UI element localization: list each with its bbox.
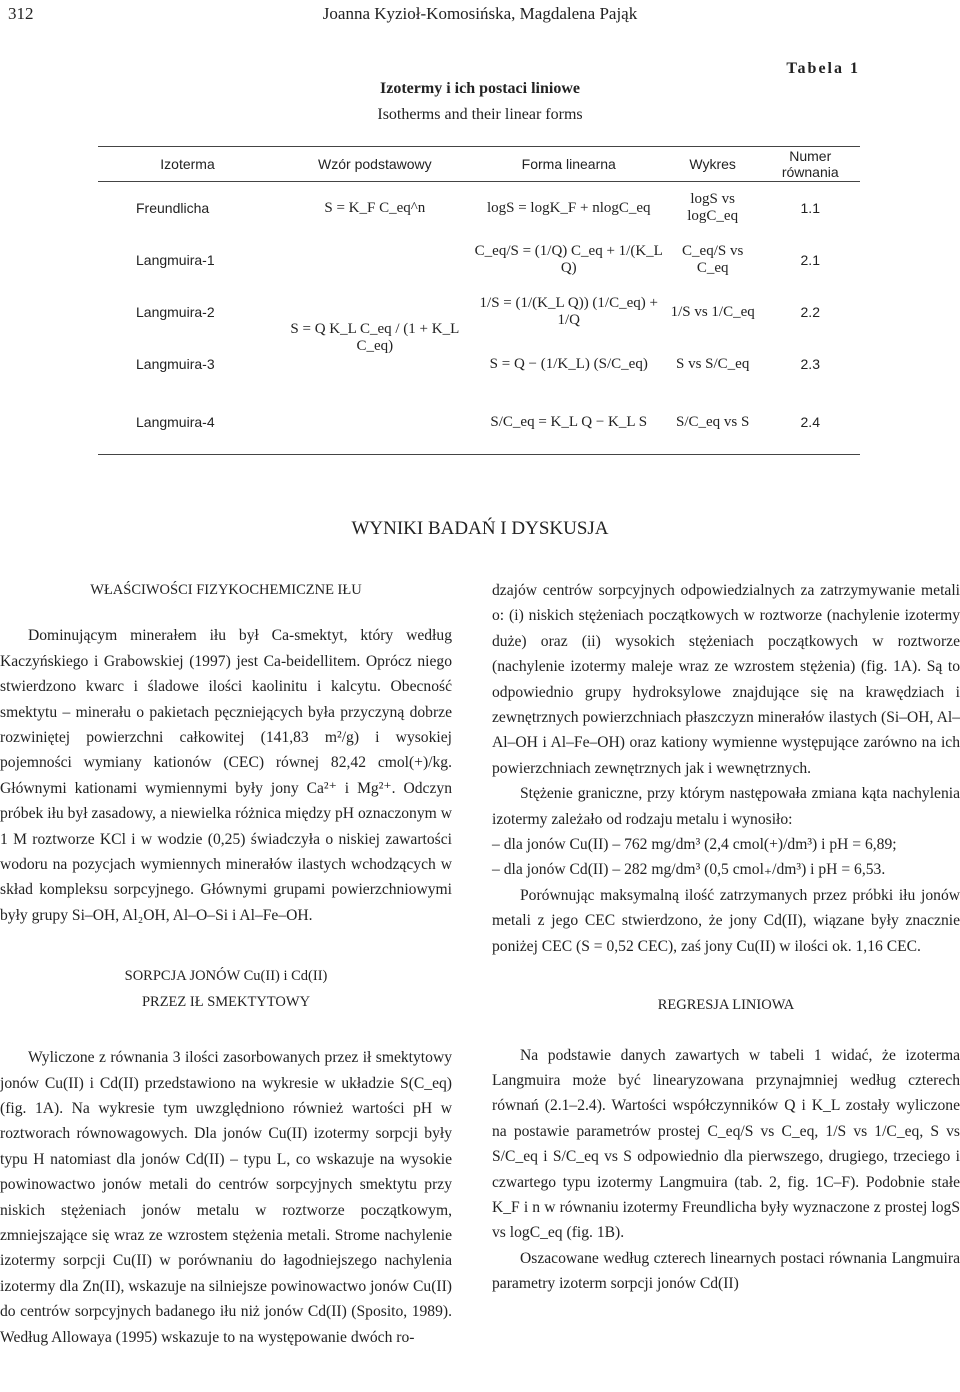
table-label: Tabela 1 — [786, 60, 860, 77]
table-row — [98, 286, 860, 338]
subsection-title: PRZEZ IŁ SMEKTYTOWY — [141, 993, 311, 1010]
table-header-row — [98, 147, 860, 182]
plot-axes: 1/S vs 1/C_eq — [670, 303, 755, 320]
plot-axes: logS vs logC_eq — [687, 191, 739, 224]
linear-form: S = Q − (1/K_L) (S/C_eq) — [489, 355, 648, 372]
plot-axes: S/C_eq vs S — [665, 390, 761, 455]
plot-axes: S vs S/C_eq — [675, 355, 750, 372]
subsection-title: REGRESJA LINIOWA — [657, 997, 795, 1014]
page-number: 312 — [8, 4, 34, 23]
equation-number: 1.1 — [800, 200, 820, 216]
paragraph: Porównując maksymalną ilość zatrzymanych przez próbki iłu jonów metali z jego CEC stwierdzono, że jony Cd(II), wiązane były znacznie poniżej CEC (S = 0,52 CEC), zaś jony Cu(II) w ilości ok. 1,16 CEC. — [492, 886, 960, 955]
authors: Joanna Kyzioł-Komosińska, Magdalena Pająk — [322, 4, 638, 23]
right-column — [492, 578, 960, 1297]
isotherm-name: Langmuira-4 — [98, 390, 277, 455]
basic-formula — [277, 234, 473, 286]
linear-form: logS = logK_F + nlogC_eq — [486, 199, 651, 216]
paragraph: Na podstawie danych zawartych w tabeli 1 widać, że izoterma Langmuira może być linearyzowana przynajmniej według czterech równań (2.1–2.4). Wartości współczynników Q i K_L zostały wyliczone na postawie parametrów prostej C_eq/S vs C_eq, 1/S vs 1/C_eq, S vs S/C_eq i S/C_eq vs S odpowiednio dla pierwszego, drugiego, trzeciego i czwartego typu izotermy Langmuira (tab. 2, fig. 1C–F). Podobnie stałe K_F i n w równaniu izotermy Freundlicha były wyznaczone z prostej logS vs logC_eq (fig. 1B). — [492, 1046, 960, 1242]
paragraph: dzajów centrów sorpcyjnych odpowiedzialnych za zatrzymywanie metali o: (i) niskich stężeniach początkowych w roztworze (nachylenie izotermy duże) oraz (ii) wysokich stężeniach początkowych w roztworze (nachylenie izotermy maleje wraz ze wzrostem stężenia) (fig. 1A). Są to odpowiednio grupy hydroksylowe znajdujące się na krawędziach i zewnętrznych powierzchniach płaszczyzn minerałów ilastych (Si–OH, Al–Al–OH i Al–Fe–OH) oraz kationy wymienne występujące zarówno na ich powierzchniach zewnętrznych jak i wewnętrznych. — [492, 582, 960, 777]
subsection-title: WŁAŚCIWOŚCI FIZYKOCHEMICZNE IŁU — [90, 582, 362, 598]
paragraph: Stężenie graniczne, przy którym następowała zmiana kąta nachylenia izotermy zależało od rodzaju metalu i wynosiło: — [492, 785, 960, 828]
equation-number: 2.1 — [800, 252, 820, 268]
table-row — [98, 338, 860, 390]
table-title-en: Isotherms and their linear forms — [377, 106, 583, 123]
isotherm-name: Langmuira-1 — [136, 252, 215, 268]
linear-form: C_eq/S = (1/Q) C_eq + 1/(K_L Q) — [474, 243, 663, 276]
basic-formula — [277, 390, 473, 455]
col-header: Numer równania — [761, 147, 861, 182]
paragraph: Oszacowane według czterech linearnych postaci równania Langmuira parametry izoterm sorpcji jonów Cd(II) — [492, 1249, 960, 1293]
page-header — [0, 0, 960, 30]
paragraph: Wyliczone z równania 3 ilości zasorbowanych przez ił smektytowy jonów Cu(II) i Cd(II) przedstawiono na wykresie w układzie S(C_eq) (fig. 1A). Na wykresie tym uwzględniono również wartości pH w roztworach równowagowych. Dla jonów Cu(II) izotermy sorpcji były typu H natomiast dla jonów Cd(II) – typu L, co wskazuje na wysokie powinowactwo jonów metali do centrów sorpcyjnych smektytu przy niskich stężeniach jonów metalu w roztworze początkowym, zmniejszające się wraz ze wzrostem stężenia metali. Strome nachylenie izotermy sorpcji Cu(II) w porównaniu do łagodniejszego nachylenia izotermy dla Zn(II), wskazuje na silniejsze powinowactwo jonów Cu(II) do centrów sorpcyjnych badanego iłu niż jonów Cd(II) (Sposito, 1989). Według Allowaya (1995) wskazuje to na występowanie dwóch ro- — [0, 1049, 452, 1346]
basic-formula: S = Q K_L C_eq / (1 + K_L C_eq) — [290, 321, 460, 354]
linear-form: 1/S = (1/(K_L Q)) (1/C_eq) + 1/Q — [479, 295, 658, 328]
subsection-title: SORPCJA JONÓW Cu(II) i Cd(II) — [124, 968, 328, 985]
isotherm-name: Freundlicha — [136, 200, 210, 216]
plot-axes: C_eq/S vs C_eq — [682, 243, 744, 276]
basic-formula: S = K_F C_eq^n — [324, 199, 426, 216]
col-header: Wykres — [665, 147, 761, 182]
equation-number: 2.4 — [761, 390, 861, 455]
col-header: Izoterma — [98, 147, 277, 182]
col-header: Forma linearna — [473, 147, 665, 182]
col-header: Wzór podstawowy — [277, 147, 473, 182]
isotherm-name: Langmuira-3 — [136, 356, 215, 372]
table-row — [98, 234, 860, 286]
list-item: – dla jonów Cu(II) – 762 mg/dm³ (2,4 cmol(+)/dm³) i pH = 6,89; — [492, 836, 897, 854]
equation-number: 2.2 — [800, 304, 820, 320]
table-row — [98, 390, 860, 455]
left-column — [0, 578, 452, 1350]
isotherm-name: Langmuira-2 — [136, 304, 215, 320]
equation-number: 2.3 — [800, 356, 820, 372]
linear-form: S/C_eq = K_L Q − K_L S — [473, 390, 665, 455]
table-title-pl: Izotermy i ich postaci liniowe — [380, 80, 580, 97]
table-title — [0, 80, 960, 124]
isotherm-table — [98, 146, 860, 455]
list-item: – dla jonów Cd(II) – 282 mg/dm³ (0,5 cmol₊/dm³) i pH = 6,53. — [492, 861, 886, 879]
paragraph: Dominującym minerałem iłu był Ca-smektyt, który według Kaczyńskiego i Grabowskiej (1997) jest Ca-beidellitem. Oprócz niego stwierdzono kwarc i śladowe ilości kaolinitu i kalcytu. Obecność smektytu – minerału o pakietach pęczniejących była przyczyną dobrze rozwiniętej powierzchni całkowitej (141,83 m²/g) i wysokiej pojemności wymiany kationów (CEC) równej 82,42 cmol(+)/kg. Głównymi kationami wymiennymi były jony Ca²⁺ i Mg²⁺. Odczyn próbek iłu był zasadowy, a niewielka różnica między pH oznaczonym w 1 M roztworze KCl i w wodzie (0,25) świadczyła o niskiej zawartości wodoru na pozycjach wymiennych minerałów ilastych wchodzących w skład kompleksu sorpcyjnego. Głównymi grupami powierzchniowymi były grupy Si–OH, Al₂OH, Al–O–Si i Al–Fe–OH. — [0, 627, 452, 924]
table-row — [98, 182, 860, 235]
section-title: WYNIKI BADAŃ I DYSKUSJA — [351, 518, 609, 539]
